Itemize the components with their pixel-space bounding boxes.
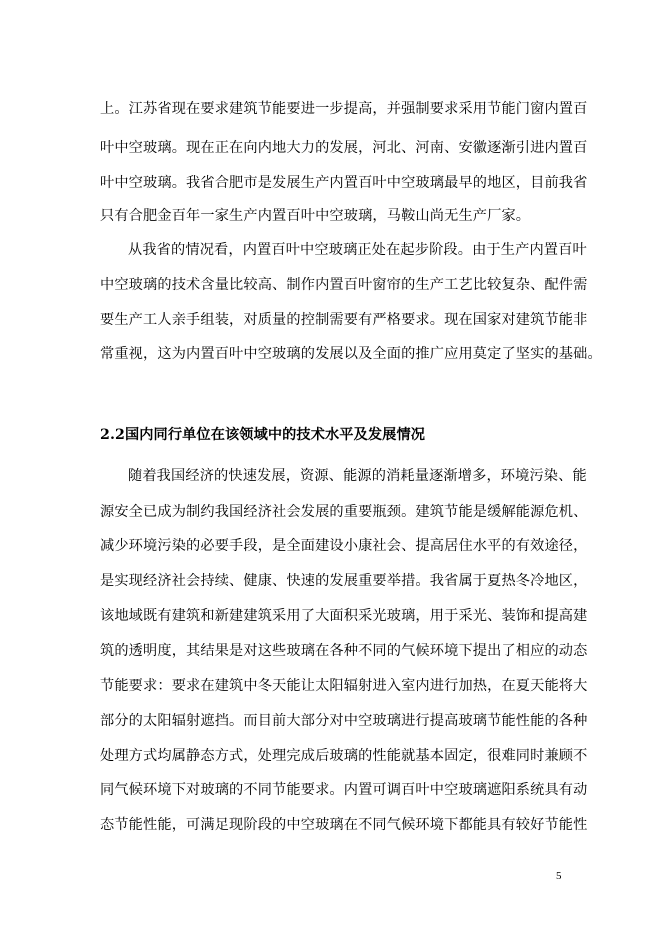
text-line: 叶中空玻璃。现在正在向内地大力的发展，河北、河南、安徽逐渐引进内置百 (100, 140, 588, 156)
text-line: 随着我国经济的快速发展，资源、能源的消耗量逐渐增多，环境污染、能 (128, 468, 587, 484)
text-line: 从我省的情况看，内置百叶中空玻璃正处在起步阶段。由于生产内置百叶 (128, 242, 587, 258)
page-number: 5 (556, 870, 562, 882)
text-line: 部分的太阳辐射遮挡。而目前大部分对中空玻璃进行提高玻璃节能性能的各种 (100, 713, 588, 729)
text-line: 态节能性能，可满足现阶段的中空玻璃在不同气候环境下都能具有较好节能性 (100, 817, 588, 833)
section-heading: 2.2国内同行单位在该领域中的技术水平及发展情况 (100, 427, 426, 443)
text-line: 上。江苏省现在要求建筑节能要进一步提高，并强制要求采用节能门窗内置百 (100, 101, 588, 117)
text-line: 同气候环境下对玻璃的不同节能要求。内置可调百叶中空玻璃遮阳系统具有动 (100, 782, 588, 798)
text-line: 节能要求：要求在建筑中冬天能让太阳辐射进入室内进行加热，在夏天能将大 (100, 678, 588, 694)
text-line: 减少环境污染的必要手段，是全面建设小康社会、提高居住水平的有效途径， (100, 538, 588, 554)
text-line: 叶中空玻璃。我省合肥市是发展生产内置百叶中空玻璃最早的地区，目前我省 (100, 175, 588, 191)
text-line: 源安全已成为制约我国经济社会发展的重要瓶颈。建筑节能是缓解能源危机、 (100, 504, 588, 520)
text-line: 常重视，这为内置百叶中空玻璃的发展以及全面的推广应用莫定了坚实的基础。 (100, 346, 602, 362)
text-line: 筑的透明度，其结果是对这些玻璃在各种不同的气候环境下提出了相应的动态 (100, 643, 588, 659)
text-line: 中空玻璃的技术含量比较高、制作内置百叶窗帘的生产工艺比较复杂、配件需 (100, 277, 588, 293)
text-line: 该地域既有建筑和新建建筑采用了大面积采光玻璃，用于采光、装饰和提高建 (100, 608, 588, 624)
text-line: 要生产工人亲手组装，对质量的控制需要有严格要求。现在国家对建筑节能非 (100, 312, 588, 328)
text-line: 是实现经济社会持续、健康、快速的发展重要举措。我省属于夏热冬冷地区， (100, 573, 588, 589)
text-line: 只有合肥金百年一家生产内置百叶中空玻璃，马鞍山尚无生产厂家。 (100, 208, 531, 224)
text-line: 处理方式均属静态方式，处理完成后玻璃的性能就基本固定，很难同时兼顾不 (100, 748, 588, 764)
